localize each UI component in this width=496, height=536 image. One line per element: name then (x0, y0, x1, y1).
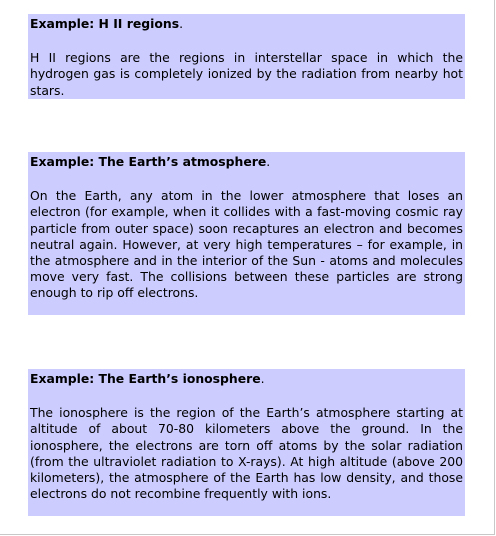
example-box-earth-atmosphere (28, 152, 465, 315)
example-heading-period: . (179, 16, 184, 31)
example-heading-title: Example: H II regions (30, 16, 180, 31)
example-heading-period: . (260, 371, 265, 386)
example-body-text: H II regions are the regions in interstellar space in which the hydrogen gas is completely ionized by the radiation from nearby hot stars. (30, 50, 463, 98)
example-heading-title: Example: The Earth’s ionosphere (30, 371, 261, 386)
example-heading-title: Example: The Earth’s atmosphere (30, 154, 267, 169)
example-heading-period: . (266, 154, 271, 169)
example-body-text: On the Earth, any atom in the lower atmosphere that loses an electron (for example, when it collides with a fast-moving cosmic ray particle from outer space) soon recaptures an electron and becomes neutral again. However, at very high temperatures – for example, in the atmosphere and in the interior of the Sun - atoms and molecules move very fast. The collisions between these particles are strong enough to rip off electrons. (30, 188, 463, 301)
example-heading (30, 154, 463, 170)
example-heading (30, 371, 463, 387)
example-box-earth-ionosphere (28, 369, 465, 516)
example-box-h-ii-regions (28, 14, 465, 99)
example-body-text: The ionosphere is the region of the Earth’s atmosphere starting at altitude of about 70-80 kilometers above the ground. In the ionosphere, the electrons are torn off atoms by the solar radiation (from the ultraviolet radiation to X-rays). At high altitude (above 200 kilometers), the atmosphere of the Earth has low density, and those electrons do not recombine frequently with ions. (30, 405, 463, 502)
example-heading (30, 16, 463, 32)
